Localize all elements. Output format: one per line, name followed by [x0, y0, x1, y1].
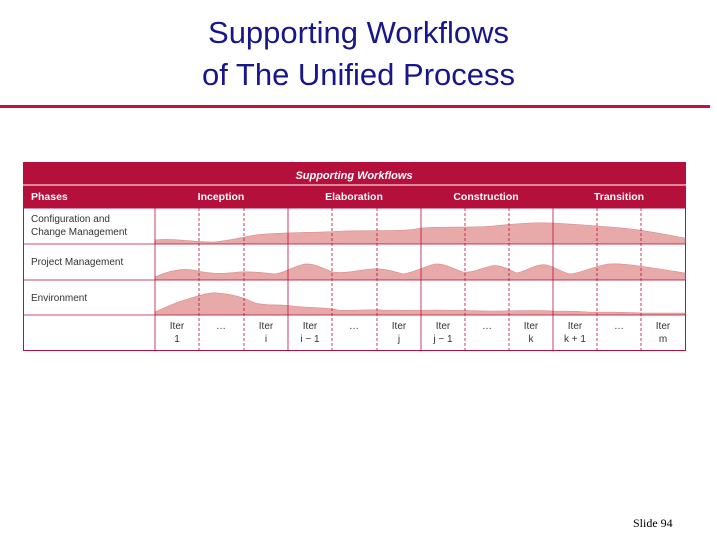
iteration-k-word: Iter [523, 321, 539, 332]
workflow-label-configuration-line-2: Change Management [31, 227, 128, 238]
iteration-ellipsis-2: … [349, 321, 359, 332]
iteration-j-minus-1-index: j − 1 [433, 334, 453, 345]
supporting-workflows-diagram [23, 162, 686, 351]
phase-construction: Construction [453, 191, 519, 203]
iteration-i-index: i [264, 334, 268, 345]
iteration-ellipsis-3: … [482, 321, 492, 332]
iteration-i-minus-1-index: i − 1 [300, 334, 320, 345]
iteration-j-word: Iter [391, 321, 407, 332]
slide-number: 94 [660, 516, 673, 530]
phases-header: Phases [31, 191, 68, 203]
phase-elaboration: Elaboration [325, 191, 383, 203]
iteration-j-index: j [397, 334, 401, 345]
workflow-label-project-management: Project Management [31, 257, 124, 268]
iteration-m-word: Iter [655, 321, 671, 332]
phase-transition: Transition [593, 191, 645, 203]
iteration-k-index: k [528, 334, 534, 345]
iteration-ellipsis-4: … [614, 321, 624, 332]
iteration-1-index: 1 [174, 334, 180, 345]
workflow-label-configuration-line-1: Configuration and [31, 214, 110, 225]
iteration-i-word: Iter [258, 321, 274, 332]
iteration-k-plus-1-index: k + 1 [564, 334, 586, 345]
workflow-label-environment: Environment [31, 293, 88, 304]
slide-title-line-2: of The Unified Process [201, 57, 516, 92]
slide-label: Slide [633, 516, 658, 530]
slide-title-line-1: Supporting Workflows [208, 15, 509, 50]
phase-inception: Inception [197, 191, 245, 203]
iteration-m-index: m [658, 334, 668, 345]
iteration-1-word: Iter [169, 321, 185, 332]
slide-footer [633, 516, 673, 531]
iteration-ellipsis-1: … [216, 321, 226, 332]
iteration-i-minus-1-word: Iter [302, 321, 318, 332]
diagram-banner: Supporting Workflows [295, 170, 413, 182]
iteration-j-minus-1-word: Iter [435, 321, 451, 332]
iteration-k-plus-1-word: Iter [567, 321, 583, 332]
title-divider [0, 105, 710, 108]
